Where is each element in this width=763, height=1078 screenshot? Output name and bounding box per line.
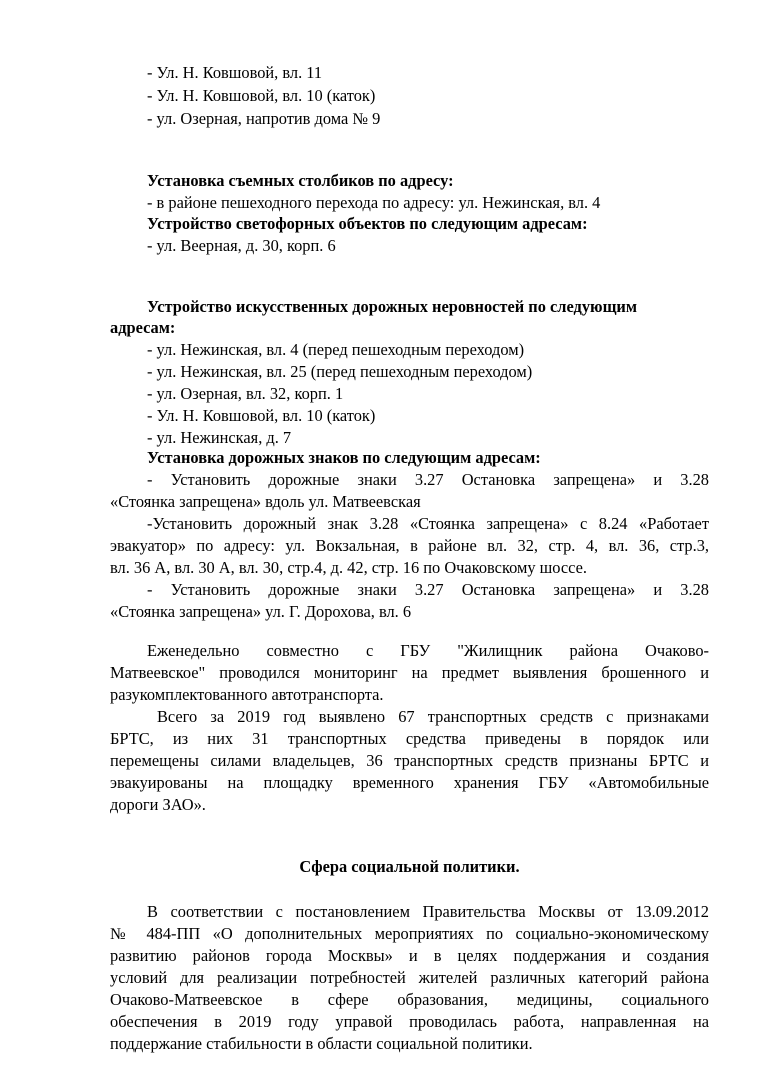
- sign-item-line: -Установить дорожный знак 3.28 «Стоянка запрещена» с 8.24 «Работает: [147, 514, 709, 533]
- paragraph-line: БРТС, из них 31 транспортных средства приведены в порядок или: [110, 729, 709, 748]
- address-line: - ул. Нежинская, д. 7: [147, 428, 292, 447]
- paragraph-line: условий для реализации потребностей жителей различных категорий района: [110, 968, 709, 987]
- paragraph-line: развитию районов города Москвы» и в целях поддержания и создания: [110, 946, 709, 965]
- sign-item-line: - Установить дорожные знаки 3.27 Остановка запрещена» и 3.28: [147, 470, 709, 489]
- paragraph-line: разукомплектованного автотранспорта.: [110, 685, 384, 704]
- sign-item-line: «Стоянка запрещена» ул. Г. Дорохова, вл. 6: [110, 602, 412, 621]
- sign-item-line: эвакуатор» по адресу: ул. Вокзальная, в районе вл. 32, стр. 4, вл. 36, стр.3,: [110, 536, 709, 555]
- paragraph-line: дороги ЗАО».: [110, 795, 206, 814]
- address-line: - в районе пешеходного перехода по адресу: ул. Нежинская, вл. 4: [147, 193, 601, 212]
- section-heading-road-signs: Установка дорожных знаков по следующим адресам:: [147, 448, 541, 467]
- paragraph-line: обеспечения в 2019 году управой проводилась работа, направленная на: [110, 1012, 709, 1031]
- section-heading-speed-bumps-cont: адресам:: [110, 318, 176, 337]
- address-line: - ул. Нежинская, вл. 4 (перед пешеходным переходом): [147, 340, 525, 359]
- paragraph-line: Всего за 2019 год выявлено 67 транспортных средств с признаками: [157, 707, 709, 726]
- sign-item-line: вл. 36 А, вл. 30 А, вл. 30, стр.4, д. 42, стр. 16 по Очаковскому шоссе.: [110, 558, 587, 577]
- paragraph-line: Очаково-Матвеевское в сфере образования, медицины, социального: [110, 990, 709, 1009]
- paragraph-line: Матвеевское" проводился мониторинг на предмет выявления брошенного и: [110, 663, 709, 682]
- address-line: - ул. Веерная, д. 30, корп. 6: [147, 236, 336, 255]
- sign-item-line: «Стоянка запрещена» вдоль ул. Матвеевская: [110, 492, 421, 511]
- address-line: - ул. Нежинская, вл. 25 (перед пешеходным переходом): [147, 362, 533, 381]
- sign-item-line: - Установить дорожные знаки 3.27 Остановка запрещена» и 3.28: [147, 580, 709, 599]
- address-line: - Ул. Н. Ковшовой, вл. 10 (каток): [147, 406, 376, 425]
- paragraph-line: В соответствии с постановлением Правительства Москвы от 13.09.2012: [147, 902, 709, 921]
- paragraph-line: поддержание стабильности в области социальной политики.: [110, 1034, 533, 1053]
- paragraph-line: Еженедельно совместно с ГБУ "Жилищник района Очаково-: [147, 641, 709, 660]
- paragraph-line: перемещены силами владельцев, 36 транспортных средств признаны БРТС и: [110, 751, 709, 770]
- section-heading-traffic-lights: Устройство светофорных объектов по следующим адресам:: [147, 214, 588, 233]
- section-heading-speed-bumps: Устройство искусственных дорожных неровностей по следующим: [147, 297, 638, 316]
- address-line: - ул. Озерная, вл. 32, корп. 1: [147, 384, 344, 403]
- section-heading-bollards: Установка съемных столбиков по адресу:: [147, 171, 454, 190]
- paragraph-line: эвакуированы на площадку временного хранения ГБУ «Автомобильные: [110, 773, 709, 792]
- address-line: - Ул. Н. Ковшовой, вл. 11: [147, 63, 323, 82]
- address-line: - Ул. Н. Ковшовой, вл. 10 (каток): [147, 86, 376, 105]
- address-line: - ул. Озерная, напротив дома № 9: [147, 109, 381, 128]
- section-title-social-policy: Сфера социальной политики.: [299, 857, 520, 876]
- paragraph-line: № 484-ПП «О дополнительных мероприятиях по социально-экономическому: [110, 924, 709, 943]
